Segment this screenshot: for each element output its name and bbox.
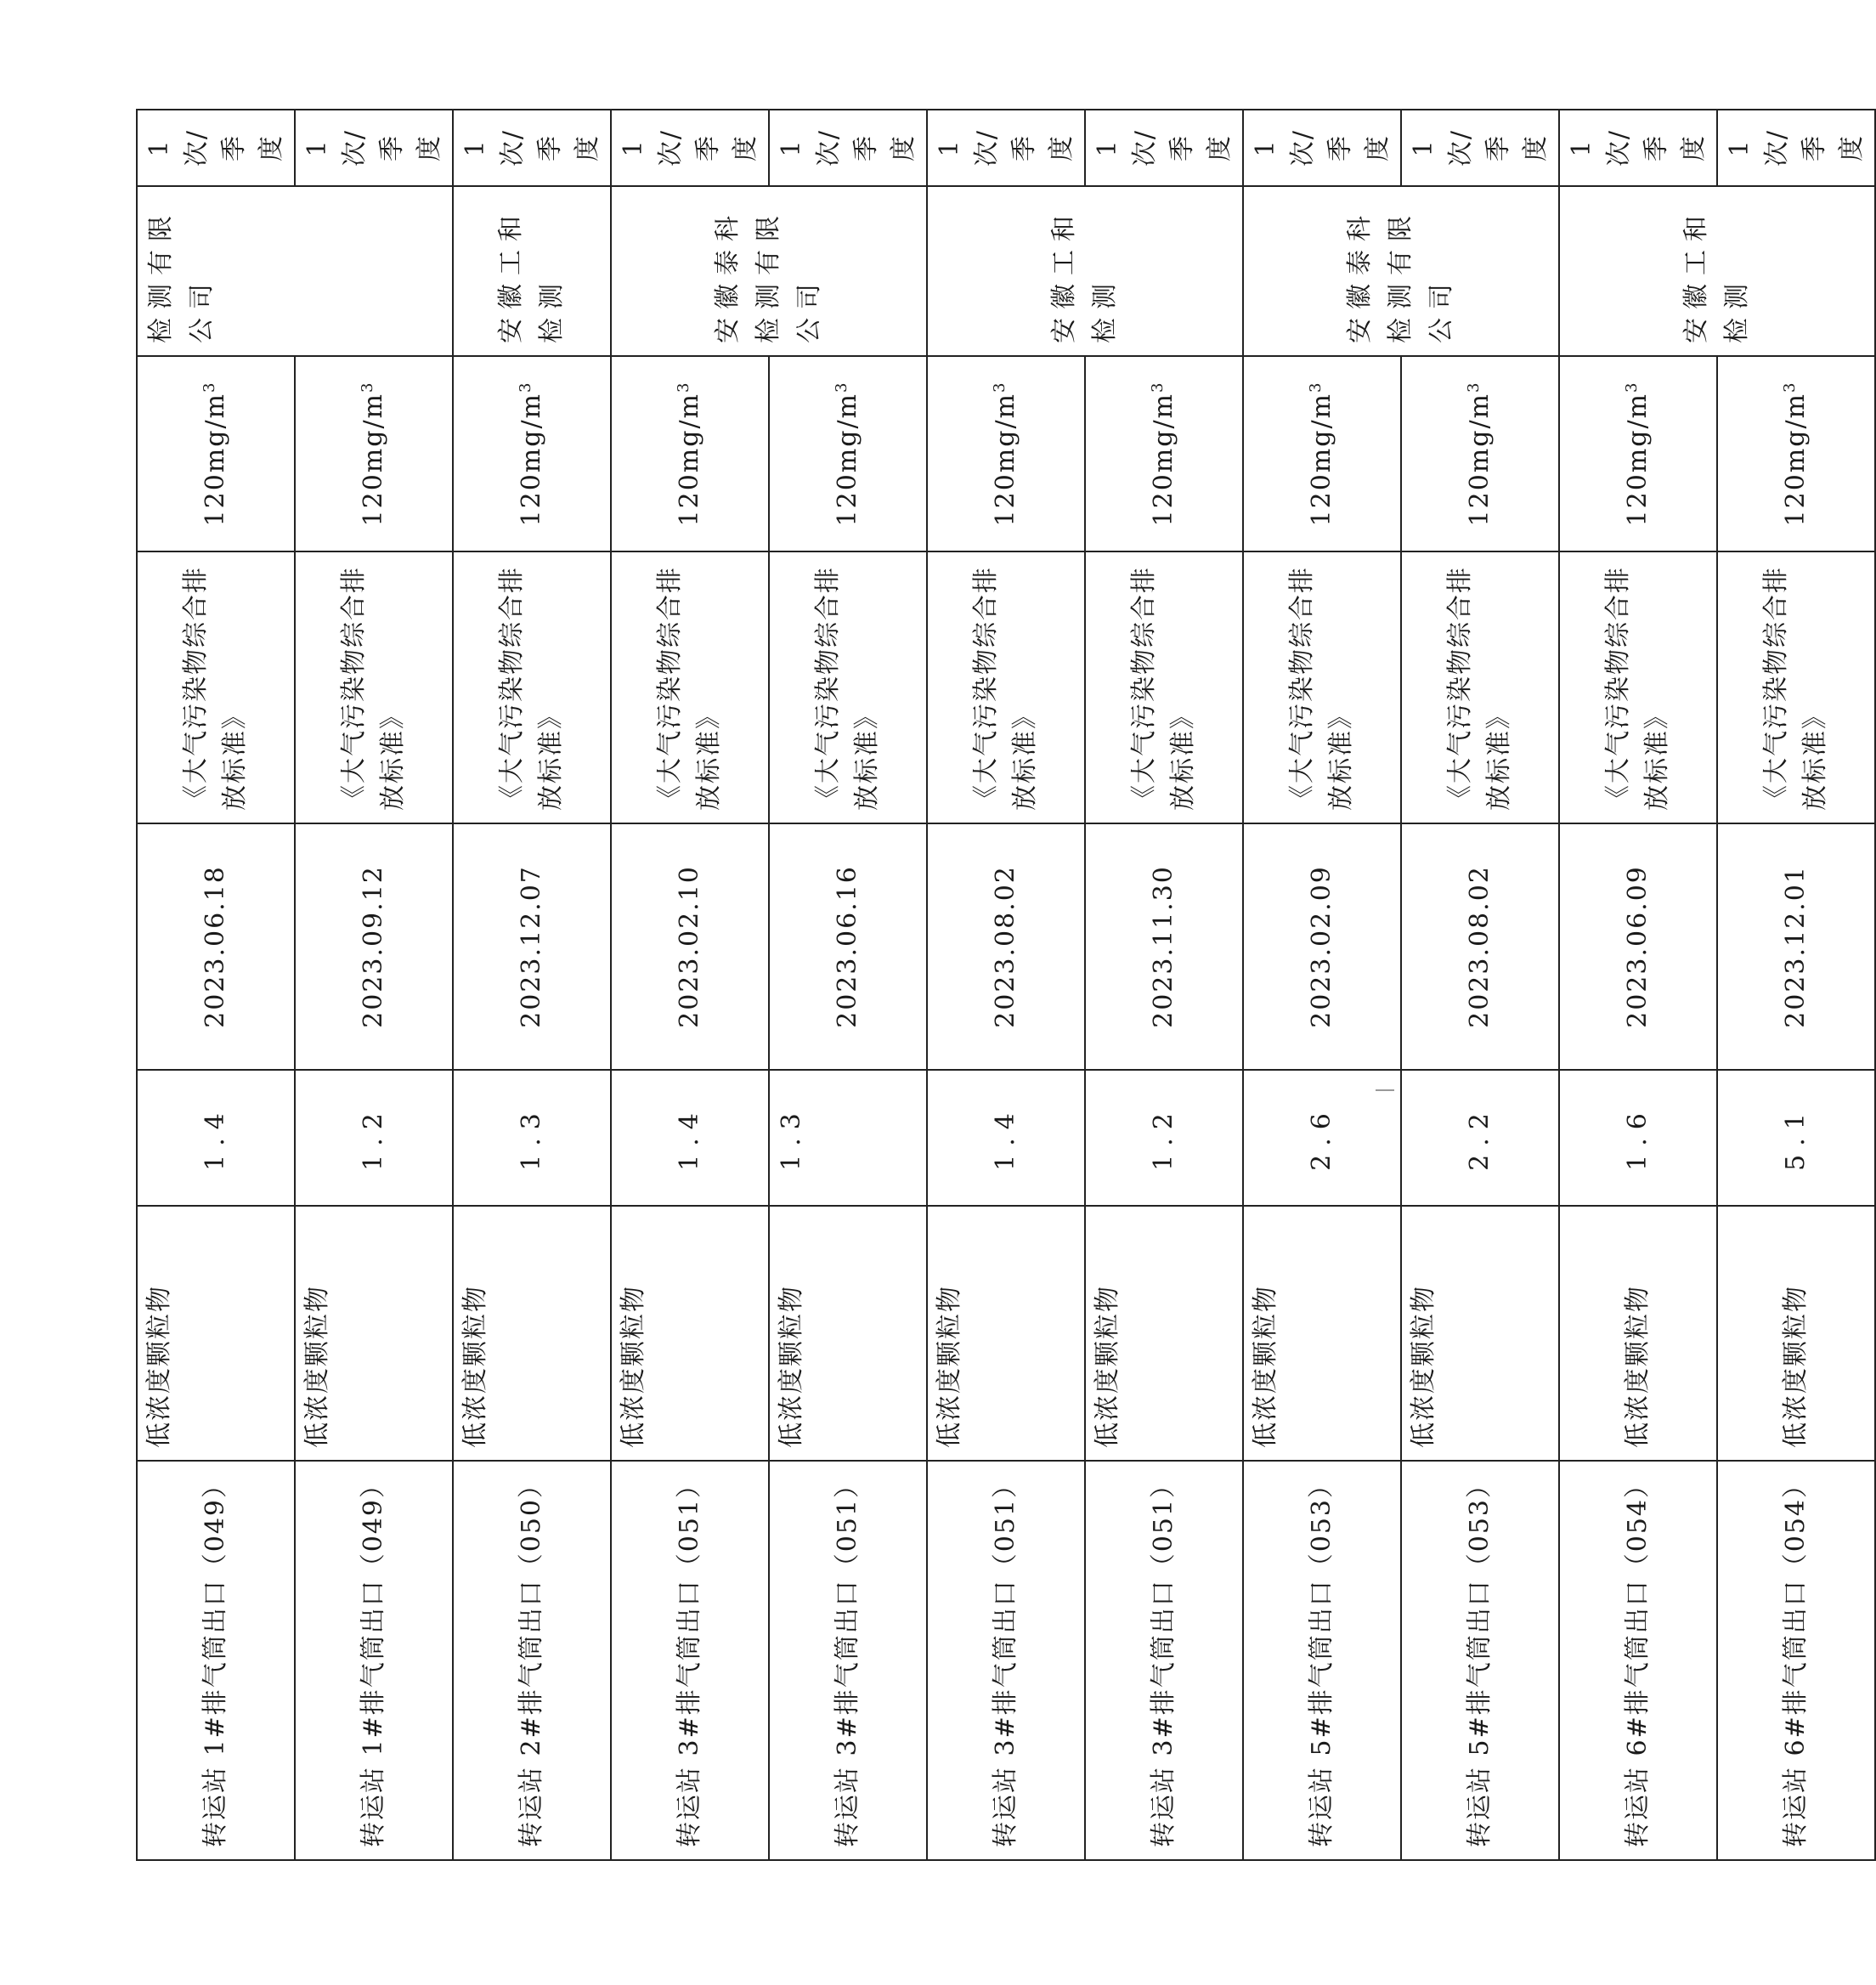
frequency: 1 次/季度 xyxy=(1085,110,1243,186)
monitoring-date: 2023.02.10 xyxy=(611,823,769,1070)
pollutant: 低浓度颗粒物 xyxy=(1085,1206,1243,1461)
monitoring-date: 2023.06.16 xyxy=(769,823,927,1070)
limit-value xyxy=(137,356,295,551)
testing-org: 安徽泰科检测有限公司 xyxy=(611,186,927,356)
limit-text: 120mg/m xyxy=(201,393,230,527)
table-row xyxy=(1401,110,1559,1860)
limit-superscript: 3 xyxy=(675,381,692,393)
monitoring-date: 2023.02.09 xyxy=(1243,823,1401,1070)
limit-value xyxy=(611,356,769,551)
pollutant: 低浓度颗粒物 xyxy=(1401,1206,1559,1461)
limit-text: 120mg/m xyxy=(1623,393,1653,527)
standard-name: 《大气污染物综合排放标准》 xyxy=(611,551,769,823)
limit-text: 120mg/m xyxy=(833,393,862,527)
monitoring-date: 2023.09.12 xyxy=(295,823,453,1070)
standard-name: 《大气污染物综合排放标准》 xyxy=(1559,551,1717,823)
limit-text: 120mg/m xyxy=(1149,393,1178,527)
standard-name: 《大气污染物综合排放标准》 xyxy=(295,551,453,823)
frequency: 1 次/季度 xyxy=(1559,110,1717,186)
standard-name: 《大气污染物综合排放标准》 xyxy=(1085,551,1243,823)
table-row xyxy=(137,110,295,1860)
limit-superscript: 3 xyxy=(1465,381,1483,393)
pollutant: 低浓度颗粒物 xyxy=(295,1206,453,1461)
frequency: 1 次/季度 xyxy=(295,110,453,186)
measured-value: 2.6 xyxy=(1243,1070,1401,1206)
monitoring-date: 2023.08.02 xyxy=(1401,823,1559,1070)
limit-value xyxy=(453,356,611,551)
measured-value: 1.3 xyxy=(769,1070,927,1206)
measured-value: 1.2 xyxy=(295,1070,453,1206)
limit-value xyxy=(1559,356,1717,551)
measured-value: 1.3 xyxy=(453,1070,611,1206)
limit-value xyxy=(295,356,453,551)
testing-org: 安徽工和检测 xyxy=(927,186,1243,356)
limit-text: 120mg/m xyxy=(991,393,1020,527)
table-row xyxy=(1717,110,1875,1860)
limit-superscript: 3 xyxy=(1149,381,1167,393)
standard-name: 《大气污染物综合排放标准》 xyxy=(1717,551,1875,823)
monitoring-point: 转运站 1#排气筒出口（049） xyxy=(295,1461,453,1860)
frequency: 1 次/季度 xyxy=(769,110,927,186)
monitoring-point: 转运站 3#排气筒出口（051） xyxy=(927,1461,1085,1860)
standard-name: 《大气污染物综合排放标准》 xyxy=(769,551,927,823)
monitoring-point: 转运站 3#排气筒出口（051） xyxy=(1085,1461,1243,1860)
table-row xyxy=(1559,110,1717,1860)
table-row xyxy=(611,110,769,1860)
limit-text: 120mg/m xyxy=(1781,393,1811,527)
monitoring-date: 2023.06.18 xyxy=(137,823,295,1070)
table-row xyxy=(453,110,611,1860)
standard-name: 《大气污染物综合排放标准》 xyxy=(1243,551,1401,823)
measured-value: 1.4 xyxy=(611,1070,769,1206)
measured-value: 1.4 xyxy=(137,1070,295,1206)
testing-org: 安徽工和检测 xyxy=(1559,186,1875,356)
monitoring-date: 2023.08.02 xyxy=(927,823,1085,1070)
limit-superscript: 3 xyxy=(833,381,850,393)
standard-name: 《大气污染物综合排放标准》 xyxy=(1401,551,1559,823)
limit-superscript: 3 xyxy=(359,381,376,393)
monitoring-point: 转运站 2#排气筒出口（050） xyxy=(453,1461,611,1860)
monitoring-point: 转运站 1#排气筒出口（049） xyxy=(137,1461,295,1860)
standard-name: 《大气污染物综合排放标准》 xyxy=(453,551,611,823)
table-row xyxy=(1085,110,1243,1860)
testing-org: 安徽泰科检测有限公司 xyxy=(1243,186,1559,356)
limit-superscript: 3 xyxy=(1781,381,1799,393)
monitoring-point: 转运站 5#排气筒出口（053） xyxy=(1243,1461,1401,1860)
page-edge-mark xyxy=(1376,1089,1394,1091)
frequency: 1 次/季度 xyxy=(1401,110,1559,186)
pollutant: 低浓度颗粒物 xyxy=(453,1206,611,1461)
limit-value xyxy=(1401,356,1559,551)
pollutant: 低浓度颗粒物 xyxy=(1559,1206,1717,1461)
limit-text: 120mg/m xyxy=(1307,393,1336,527)
frequency: 1 次/季度 xyxy=(927,110,1085,186)
pollutant: 低浓度颗粒物 xyxy=(137,1206,295,1461)
monitoring-point: 转运站 6#排气筒出口（054） xyxy=(1717,1461,1875,1860)
limit-value xyxy=(1085,356,1243,551)
monitoring-point: 转运站 3#排气筒出口（051） xyxy=(611,1461,769,1860)
monitoring-table xyxy=(136,109,1876,1861)
monitoring-point: 转运站 3#排气筒出口（051） xyxy=(769,1461,927,1860)
table-row xyxy=(769,110,927,1860)
limit-text: 120mg/m xyxy=(517,393,546,527)
standard-name: 《大气污染物综合排放标准》 xyxy=(137,551,295,823)
measured-value: 1.4 xyxy=(927,1070,1085,1206)
limit-value xyxy=(1717,356,1875,551)
monitoring-date: 2023.06.09 xyxy=(1559,823,1717,1070)
table-row xyxy=(295,110,453,1860)
limit-value xyxy=(1243,356,1401,551)
table-row xyxy=(927,110,1085,1860)
measured-value: 1.6 xyxy=(1559,1070,1717,1206)
limit-superscript: 3 xyxy=(201,381,218,393)
pollutant: 低浓度颗粒物 xyxy=(769,1206,927,1461)
pollutant: 低浓度颗粒物 xyxy=(611,1206,769,1461)
frequency: 1 次/季度 xyxy=(1717,110,1875,186)
frequency: 1 次/季度 xyxy=(137,110,295,186)
monitoring-date: 2023.12.07 xyxy=(453,823,611,1070)
limit-text: 120mg/m xyxy=(359,393,388,527)
monitoring-point: 转运站 5#排气筒出口（053） xyxy=(1401,1461,1559,1860)
limit-superscript: 3 xyxy=(1307,381,1325,393)
monitoring-date: 2023.11.30 xyxy=(1085,823,1243,1070)
pollutant: 低浓度颗粒物 xyxy=(927,1206,1085,1461)
measured-value: 2.2 xyxy=(1401,1070,1559,1206)
limit-superscript: 3 xyxy=(517,381,534,393)
limit-superscript: 3 xyxy=(1623,381,1641,393)
measured-value: 1.2 xyxy=(1085,1070,1243,1206)
standard-name: 《大气污染物综合排放标准》 xyxy=(927,551,1085,823)
monitoring-date: 2023.12.01 xyxy=(1717,823,1875,1070)
limit-superscript: 3 xyxy=(991,381,1009,393)
limit-value xyxy=(927,356,1085,551)
testing-org: 检测有限公司 xyxy=(137,186,453,356)
frequency: 1 次/季度 xyxy=(1243,110,1401,186)
testing-org: 安徽工和检测 xyxy=(453,186,611,356)
monitoring-table-sheet xyxy=(136,110,1867,1861)
frequency: 1 次/季度 xyxy=(453,110,611,186)
limit-text: 120mg/m xyxy=(1465,393,1495,527)
table-row xyxy=(1243,110,1401,1860)
frequency: 1 次/季度 xyxy=(611,110,769,186)
limit-value xyxy=(769,356,927,551)
limit-text: 120mg/m xyxy=(675,393,704,527)
monitoring-point: 转运站 6#排气筒出口（054） xyxy=(1559,1461,1717,1860)
pollutant: 低浓度颗粒物 xyxy=(1243,1206,1401,1461)
pollutant: 低浓度颗粒物 xyxy=(1717,1206,1875,1461)
measured-value: 5.1 xyxy=(1717,1070,1875,1206)
